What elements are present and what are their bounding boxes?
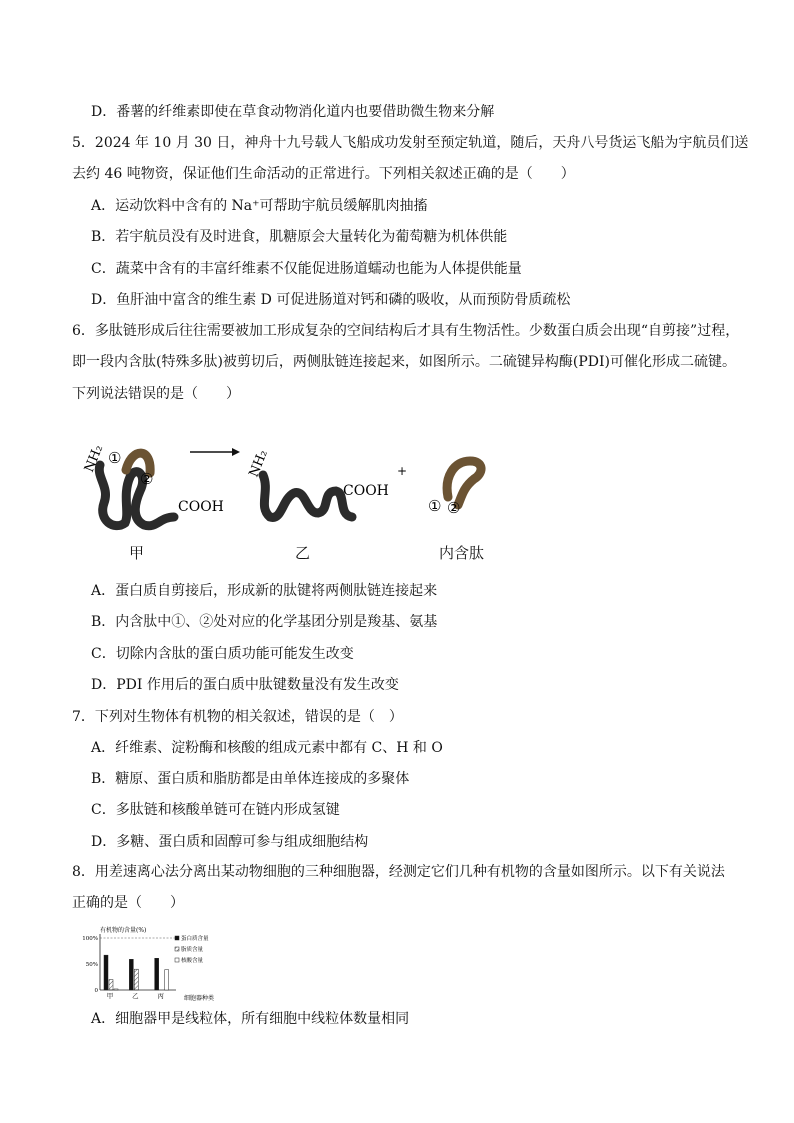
q6-option-a: A．蛋白质自剪接后，形成新的肽键将两侧肽链连接起来: [91, 583, 438, 599]
chart-bar-empty: [165, 970, 169, 990]
circle1-label-intein: ①: [428, 497, 442, 515]
chart-bar-hatch: [134, 969, 138, 990]
chart-bar-empty: [114, 989, 118, 990]
organelle-content-chart: [72, 924, 232, 1002]
figure-label-yi: 乙: [295, 544, 311, 562]
chart-legend-swatch: [175, 936, 179, 940]
chart-ylabel: 有机物的含量(%): [100, 927, 147, 934]
cooh-label-jia: COOH: [178, 499, 224, 515]
chart-bar-hatch: [109, 980, 113, 990]
q7-option-b: B．糖原、蛋白质和脂肪都是由单体连接成的多聚体: [91, 771, 410, 787]
chart-ytick-label: 0: [94, 988, 98, 994]
q6-option-b: B．内含肽中①、②处对应的化学基团分别是羧基、氨基: [91, 614, 438, 630]
circle1-label-jia: ①: [108, 449, 122, 467]
q5-stem-line2: 去约 46 吨物资，保证他们生命活动的正常进行。下列相关叙述正确的是（ ）: [72, 166, 575, 182]
q5-option-b: B．若宇航员没有及时进食，肌糖原会大量转化为葡萄糖为机体供能: [91, 229, 508, 245]
chain-yi: [263, 475, 352, 517]
chart-xlabel: 细胞器种类: [184, 995, 215, 1002]
chart-legend-label: 核酸含量: [181, 958, 204, 964]
chart-xtick-label: 乙: [132, 992, 139, 1000]
q8-stem-line1: 8．用差速离心法分离出某动物细胞的三种细胞器，经测定它们几种有机物的含量如图所示。以下有关说法: [72, 864, 725, 880]
q5-option-d: D．鱼肝油中富含的维生素 D 可促进肠道对钙和磷的吸收，从而预防骨质疏松: [91, 292, 571, 308]
q6-option-d: D．PDI 作用后的蛋白质中肽键数量没有发生改变: [91, 677, 399, 693]
q7-option-d: D．多糖、蛋白质和固醇可参与组成细胞结构: [91, 834, 369, 850]
nh2-label-jia: NH₂: [81, 442, 107, 475]
chart-legend-swatch: [175, 958, 179, 962]
arrow-head: [232, 448, 240, 456]
q4-option-d: D．番薯的纤维素即使在草食动物消化道内也要借助微生物来分解: [91, 104, 495, 120]
chart-legend-label: 蛋白质含量: [181, 936, 209, 942]
circle2-label-intein: ②: [447, 499, 461, 517]
q6-stem-line2: 即一段内含肽(特殊多肽)被剪切后，两侧肽链连接起来，如图所示。二硫键异构酶(PDI)可催化形成二硫键。: [72, 354, 737, 370]
chart-xtick-label: 甲: [106, 992, 114, 1000]
chart-legend-swatch: [175, 947, 179, 951]
q7-stem: 7．下列对生物体有机物的相关叙述，错误的是（ ）: [72, 709, 403, 725]
nh2-label-yi: NH₂: [246, 447, 271, 480]
chart-legend-label: 脂质含量: [181, 947, 204, 953]
chart-xtick-label: 丙: [157, 992, 164, 1000]
q6-stem-line1: 6．多肽链形成后往往需要被加工形成复杂的空间结构后才具有生物活性。少数蛋白质会出现“自剪接”过程，: [72, 323, 740, 339]
plus-sign: +: [397, 464, 408, 478]
q6-option-c: C．切除内含肽的蛋白质功能可能发生改变: [91, 646, 354, 662]
chart-ytick-label: 50%: [85, 962, 98, 968]
figure-label-jia: 甲: [129, 544, 145, 562]
chart-bar-solid: [155, 958, 159, 990]
q5-option-c: C．蔬菜中含有的丰富纤维素不仅能促进肠道蠕动也能为人体提供能量: [91, 261, 522, 277]
chart-bar-solid: [129, 959, 133, 990]
cooh-label-yi: COOH: [343, 483, 389, 499]
q7-option-c: C．多肽链和核酸单链可在链内形成氢键: [91, 802, 340, 818]
q5-stem-line1: 5．2024 年 10 月 30 日，神舟十九号载人飞船成功发射至预定轨道，随后，天舟八号货运飞船为宇航员们送: [72, 135, 749, 151]
chart-bar-solid: [104, 955, 108, 990]
q8-stem-line2: 正确的是（ ）: [72, 895, 184, 911]
chain-jia: [99, 465, 174, 526]
circle2-label-jia: ②: [140, 470, 154, 488]
figure-label-intein: 内含肽: [439, 544, 485, 562]
q8-option-a: A．细胞器甲是线粒体，所有细胞中线粒体数量相同: [91, 1011, 410, 1027]
q6-stem-line3: 下列说法错误的是（ ）: [72, 386, 240, 402]
chart-ytick-label: 100%: [82, 936, 98, 942]
q7-option-a: A．纤维素、淀粉酶和核酸的组成元素中都有 C、H 和 O: [91, 740, 443, 756]
q5-option-a: A．运动饮料中含有的 Na⁺可帮助宇航员缓解肌肉抽搐: [91, 198, 428, 214]
